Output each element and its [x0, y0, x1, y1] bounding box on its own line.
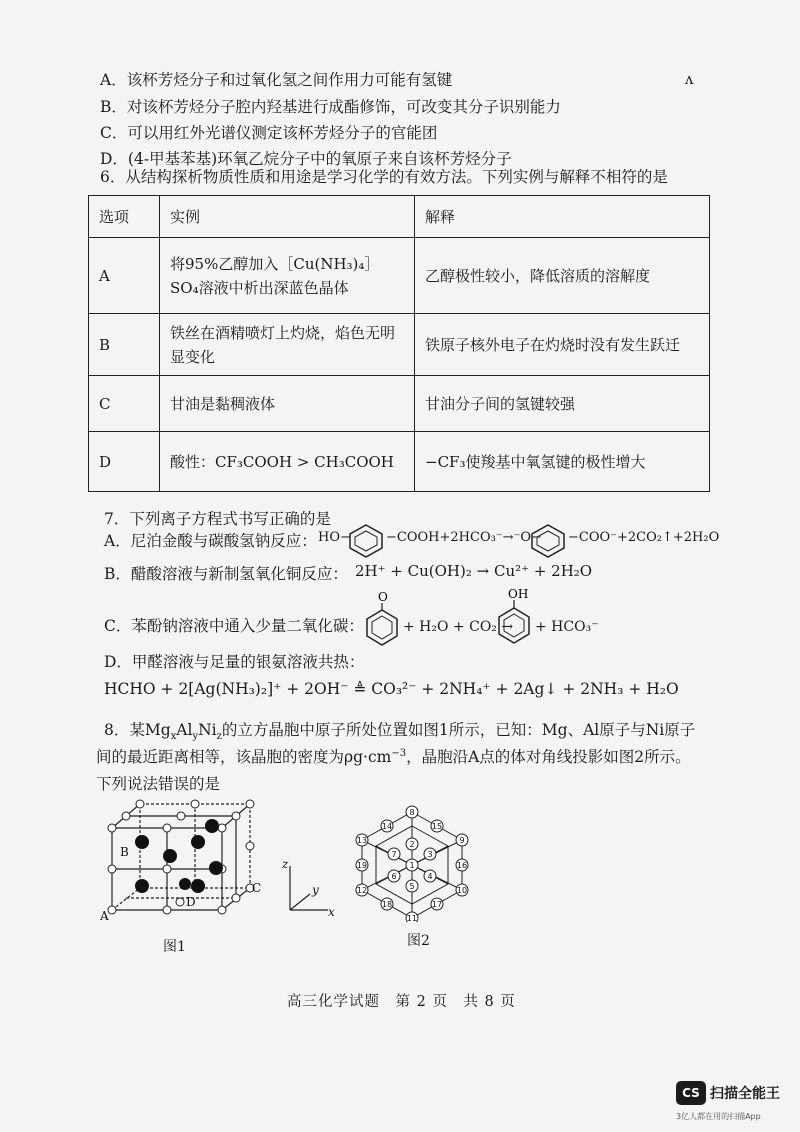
scanner-slogan: 3亿人都在用的扫描App [676, 1112, 761, 1121]
atom-label: 10 [456, 886, 468, 895]
table-header: 选项 [89, 196, 160, 238]
atom-label: 5 [409, 882, 415, 891]
table-row [89, 376, 710, 432]
crystal-cell-figure [100, 798, 270, 926]
atom-label: 7 [391, 850, 397, 859]
projection-figure [352, 804, 482, 922]
scanner-watermark [676, 1081, 796, 1127]
table-cell: 铁原子核外电子在灼烧时没有发生跃迁 [415, 314, 710, 376]
atom-label: 2 [409, 840, 415, 849]
atom-label: 18 [381, 900, 393, 909]
eq-d7: HCHO + 2[Ag(NH₃)₂]⁺ + 2OH⁻ ≜ CO₃²⁻ + 2NH₄⁺ + 2Ag↓ + 2NH₃ + H₂O [104, 680, 679, 698]
figure-1-caption: 图1 [163, 939, 186, 955]
point-d-label: D [186, 895, 196, 909]
table-cell: 铁丝在酒精喷灯上灼烧，焰色无明显变化 [160, 314, 415, 376]
svg-text:OH: OH [508, 587, 529, 601]
point-c-label: C [252, 881, 262, 895]
q8-text: 8．某Mg [104, 721, 171, 739]
option-b-q7: B．醋酸溶液与新制氢氧化铜反应： [104, 565, 348, 583]
atom-label: 15 [431, 822, 443, 831]
question-8-line3: 下列说法错误的是 [96, 775, 221, 793]
scanner-name: 扫描全能王 [710, 1086, 780, 1102]
table-row [89, 314, 710, 376]
table-cell: 乙醇极性较小，降低溶质的溶解度 [415, 238, 710, 314]
atom-label: 8 [409, 808, 415, 817]
table-cell: B [89, 314, 160, 376]
atom-label: 19 [356, 861, 368, 870]
figure-2-caption: 图2 [407, 933, 430, 949]
q8-text: 间的最近距离相等，该晶胞的密度为ρg·cm [96, 748, 392, 766]
axes-icon [280, 858, 340, 918]
atom-label: 14 [381, 822, 393, 831]
table-row [89, 432, 710, 492]
axis-x-label: x [328, 905, 335, 918]
table-cell: 将95%乙醇加入［Cu(NH₃)₄］SO₄溶液中析出深蓝色晶体 [160, 238, 415, 314]
table-header: 解释 [415, 196, 710, 238]
option-d-q5: D．(4-甲基苯基)环氧乙烷分子中的氧原子来自该杯芳烃分子 [100, 150, 512, 168]
question-6: 6．从结构探析物质性质和用途是学习化学的有效方法。下列实例与解释不相符的是 [100, 168, 668, 186]
table-row [89, 238, 710, 314]
table-cell: −CF₃使羧基中氧氢键的极性增大 [415, 432, 710, 492]
table-cell: 酸性：CF₃COOH > CH₃COOH [160, 432, 415, 492]
q8-text: ，晶胞沿A点的体对角线投影如图2所示。 [406, 748, 691, 766]
phenoxide-structure-icon [362, 590, 402, 648]
eq-b7: 2H⁺ + Cu(OH)₂ → Cu²⁺ + 2H₂O [355, 562, 593, 580]
atom-label: 4 [427, 872, 433, 881]
eq-a7-left: HO− [318, 530, 351, 545]
scanner-logo: CS [676, 1081, 706, 1105]
table-cell: A [89, 238, 160, 314]
question-6-table [88, 195, 710, 492]
option-c-q5: C．可以用红外光谱仪测定该杯芳烃分子的官能团 [100, 124, 438, 142]
axis-z-label: z [282, 858, 289, 871]
point-b-label: B [120, 845, 129, 859]
atom-label: 9 [459, 836, 465, 845]
question-8-line2: 间的最近距离相等，该晶胞的密度为$\rho g\cdot cm^{-3}$，晶胞沿A点的体对角线投影如图2所示。 [96, 747, 691, 766]
page-footer: 高三化学试题 第 2 页 共 8 页 [287, 994, 516, 1010]
atom-label: 16 [456, 861, 468, 870]
corner-mark: ʌ [685, 70, 694, 88]
atom-label: 13 [356, 836, 368, 845]
table-cell: 甘油分子间的氢键较强 [415, 376, 710, 432]
eq-c7-part1: + H₂O + CO₂ → [403, 619, 514, 635]
atom-label: 11 [406, 914, 418, 922]
table-cell: 甘油是黏稠液体 [160, 376, 415, 432]
eq-a7-right: −COO⁻+2CO₂↑+2H₂O [568, 530, 720, 545]
svg-text:O: O [378, 590, 388, 604]
table-cell: D [89, 432, 160, 492]
atom-label: 12 [356, 886, 368, 895]
option-b-q5: B．对该杯芳烃分子腔内羟基进行成酯修饰，可改变其分子识别能力 [100, 98, 561, 116]
benzene-ring-icon [528, 522, 568, 558]
atom-label: 1 [409, 861, 415, 870]
phenol-structure-icon [494, 586, 534, 648]
eq-c7-part2: + HCO₃⁻ [535, 619, 599, 635]
atom-label: 3 [427, 850, 433, 859]
question-7: 7．下列离子方程式书写正确的是 [104, 510, 331, 528]
option-a-q5: A．该杯芳烃分子和过氧化氢之间作用力可能有氢键 [100, 71, 453, 89]
point-a-label: A [100, 909, 109, 923]
option-a-q7: A．尼泊金酸与碳酸氢钠反应： [104, 532, 317, 550]
eq-a7-mid: −COOH+2HCO₃⁻→⁻O− [386, 530, 542, 545]
axis-y-label: y [312, 883, 319, 897]
atom-label: 6 [391, 872, 397, 881]
table-cell: C [89, 376, 160, 432]
q8-text: 的立方晶胞中原子所处位置如图1所示，已知：Mg、Al原子与Ni原子 [221, 721, 696, 739]
option-d-q7: D．甲醛溶液与足量的银氨溶液共热： [104, 653, 365, 671]
atom-label: 17 [431, 900, 443, 909]
question-8-line1: 8．某$Mg_xAl_yNi_z$的立方晶胞中原子所处位置如图1所示，已知：Mg、Al原子与Ni原子 [104, 721, 696, 743]
option-c-q7: C．苯酚钠溶液中通入少量二氧化碳： [104, 617, 364, 635]
benzene-ring-icon [346, 522, 386, 558]
table-header-row [89, 196, 710, 238]
table-header: 实例 [160, 196, 415, 238]
